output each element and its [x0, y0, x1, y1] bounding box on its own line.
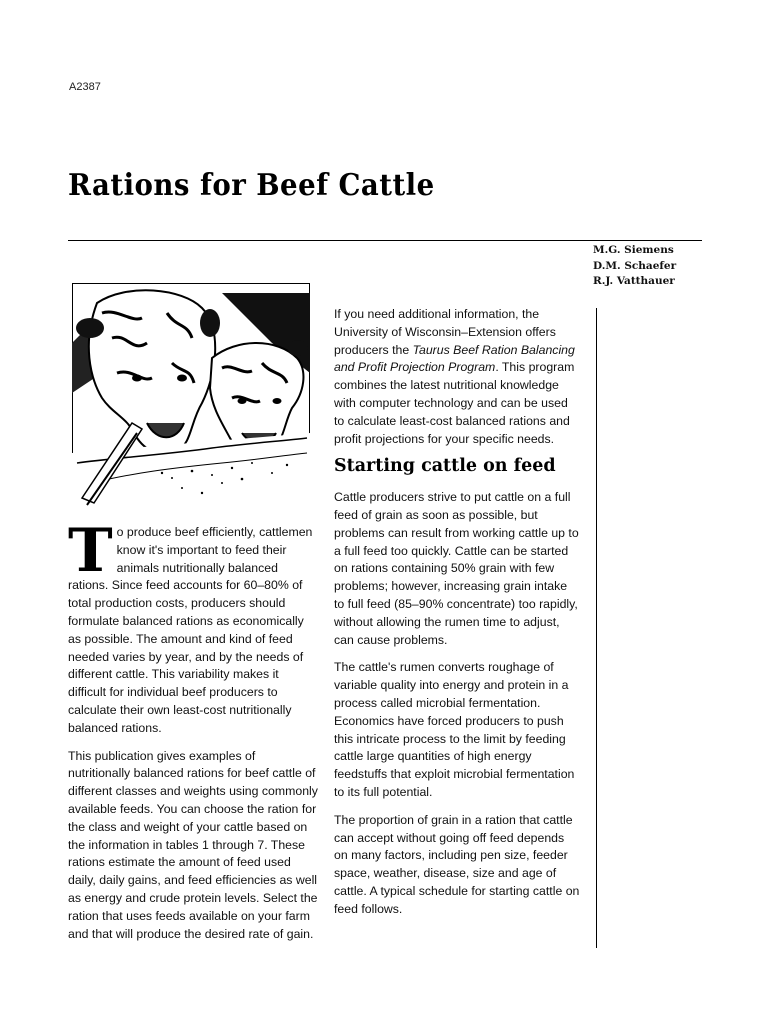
intro-paragraph-text: o produce beef efficiently, cattlemen know it's important to feed their animals nutritionally balanced rations. Since feed accounts for 60–80% of total production costs, producers should formulate balanced rations as economically as possible. The amount and kind of feed needed varies by year, and by the needs of different cattle. This variability makes it difficult for individual beef producers to calculate their own least-cost nutritionally balanced rations. [68, 525, 313, 735]
author-name: M.G. Siemens [593, 244, 674, 256]
author-name: D.M. Schaefer [593, 259, 677, 272]
paragraph-text: . This program combines the latest nutritional knowledge with computer technology and can be used to calculate least-cost balanced rations and profit projections for your specific needs. [334, 360, 575, 446]
intro-paragraph [68, 516, 320, 738]
right-column [334, 306, 580, 929]
body-paragraph: Cattle producers strive to put cattle on a full feed of grain as soon as possible, but problems can result from working cattle up to a full feed too quickly. Cattle can be started on rations containing 50% grain with few problems; however, increasing grain intake to full feed (85–90% concentrate) too rapidly, without allowing the rumen time to adjust, can cause problems. [334, 490, 579, 647]
body-paragraph: This publication gives examples of nutritionally balanced rations for beef cattle of different classes and weights using commonly available feeds. You can choose the ration for the class and weight of your cattle based on the information in tables 1 through 7. These rations estimate the amount of feed used daily, daily gains, and feed efficiencies as well as energy and crude protein levels. Select the ration that uses feeds available on your farm and that will produce the desired rate of gain. [68, 748, 318, 941]
author-list [593, 243, 676, 290]
document-code: A2387 [69, 81, 101, 93]
page-title: Rations for Beef Cattle [68, 168, 435, 203]
intro-column [68, 516, 320, 953]
body-paragraph: The cattle's rumen converts roughage of variable quality into energy and protein in a process called microbial fermentation. Economics have forced producers to push this intricate process to the limit by feeding cattle large quantities of high energy feedstuffs that exploit microbial fermentation to its full potential. [334, 660, 575, 799]
paragraph-text: If you need additional information, the University of Wisconsin–Extension offers producers the [334, 307, 556, 357]
column-divider [596, 308, 597, 948]
drop-cap: T [68, 516, 113, 586]
extension-info-paragraph [334, 306, 580, 448]
section-heading: Starting cattle on feed [334, 456, 556, 477]
author-name: R.J. Vatthauer [593, 275, 675, 287]
program-name: Taurus Beef Ration Balancing and Profit Projection Program [334, 342, 575, 375]
body-paragraph: The proportion of grain in a ration that cattle can accept without going off feed depends on many factors, including pen size, feeder space, weather, disease, size and age of cattle. A typical schedule for starting cattle on feed follows. [334, 812, 580, 916]
cattle-illustration [72, 283, 310, 510]
title-rule [68, 240, 702, 241]
